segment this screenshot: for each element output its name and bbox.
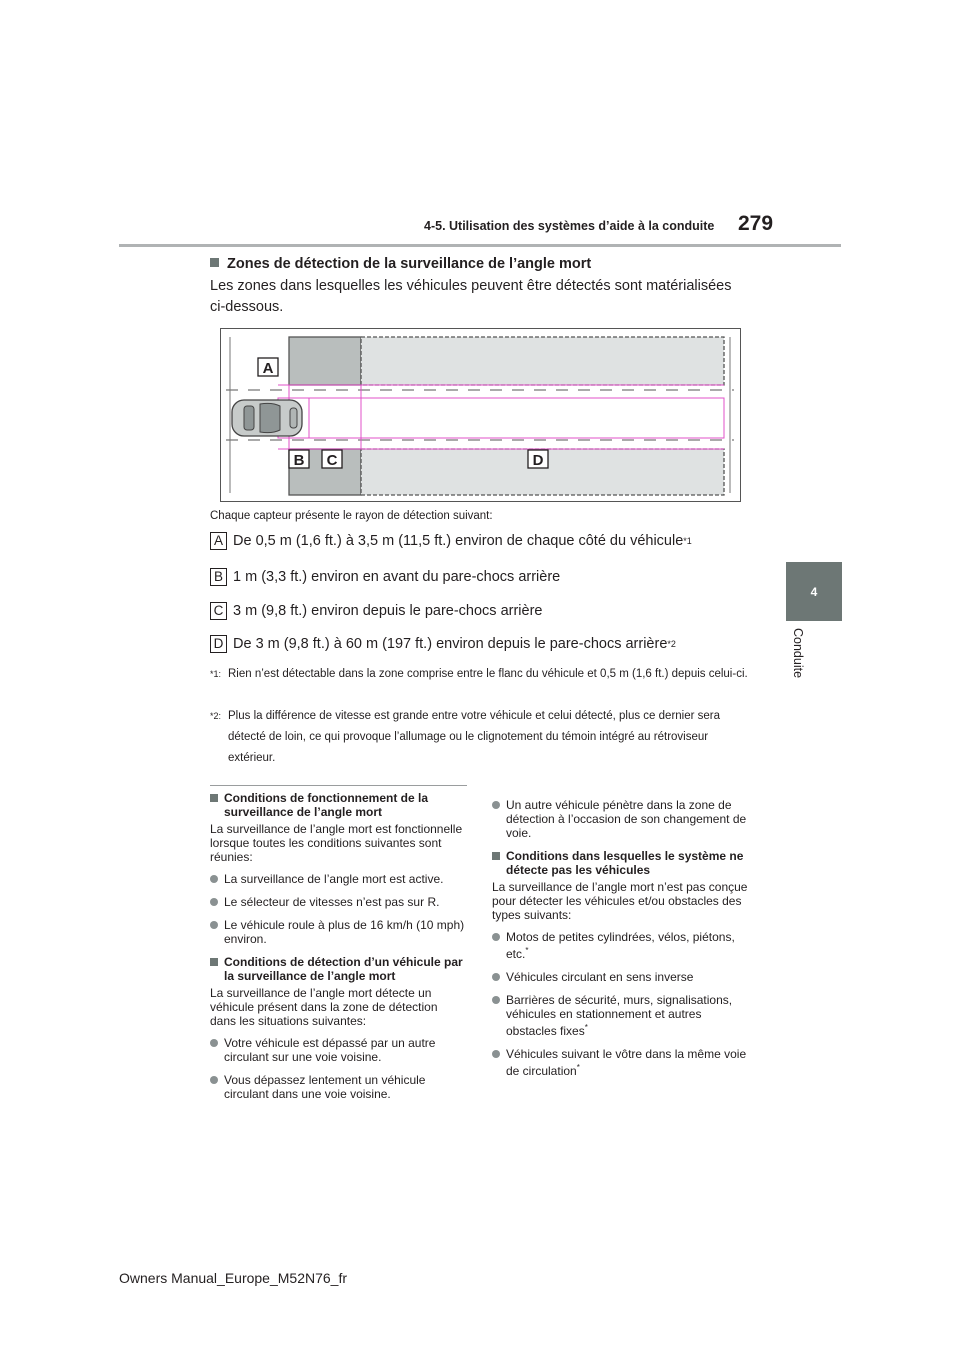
header-divider — [119, 244, 841, 247]
bullet-dot-icon — [492, 996, 500, 1004]
zone-text: De 0,5 m (1,6 ft.) à 3,5 m (11,5 ft.) environ de chaque côté du véhicule — [233, 533, 684, 549]
footnote-ref: *1 — [683, 536, 692, 546]
section-heading — [210, 256, 591, 272]
label-b: B — [293, 452, 305, 469]
chapter-number: 4 — [810, 584, 818, 599]
footnote-mark: *1: — [210, 669, 222, 679]
footer-text: Owners Manual_Europe_M52N76_fr — [119, 1270, 348, 1286]
label-c: C — [326, 452, 338, 469]
bullet-item: La surveillance de l’angle mort est active. — [210, 872, 466, 886]
detection-zone-diagram — [220, 328, 741, 502]
zone-item-c — [210, 602, 542, 620]
detection-paragraph: La surveillance de l’angle mort détecte un véhicule présent dans la zone de détection dans les situations suivantes: — [210, 986, 438, 1028]
bullet-dot-icon — [492, 933, 500, 941]
bullet-item: Barrières de sécurité, murs, signalisations, véhicules en stationnement et autres obstacles fixes* — [492, 993, 748, 1038]
conditions-heading: Conditions de fonctionnement de la surveillance de l’angle mort — [210, 791, 466, 819]
bullet-dot-icon — [210, 921, 218, 929]
zone-letter: C — [210, 602, 227, 620]
zone-text: 3 m (9,8 ft.) environ depuis le pare-chocs arrière — [233, 603, 543, 619]
bullet-dot-icon — [210, 1039, 218, 1047]
footnote-ref: *2 — [667, 639, 676, 649]
bullet-item: Un autre véhicule pénètre dans la zone de détection à l’occasion de son changement de voie. — [492, 798, 748, 840]
bullet-item: Motos de petites cylindrées, vélos, piétons, etc.* — [492, 930, 748, 961]
chapter-tab — [786, 562, 842, 621]
footnote-text: Plus la différence de vitesse est grande entre votre véhicule et celui détecté, plus ce dernier sera détecté de loin, ce qui provoque l’allumage ou le clignotement du témoin intégré au rétroviseur extérieur. — [228, 710, 721, 764]
diagram-caption: Chaque capteur présente le rayon de détection suivant: — [210, 510, 493, 522]
footnote-1 — [210, 664, 748, 685]
intro-text: Les zones dans lesquelles les véhicules peuvent être détectés sont matérialisées ci-dessous. — [210, 278, 732, 315]
zone-letter: D — [210, 635, 227, 653]
zone-d-top — [361, 337, 724, 385]
left-column — [210, 791, 466, 1110]
page-number: 279 — [738, 212, 774, 235]
square-bullet-icon — [210, 958, 218, 966]
square-bullet-icon — [492, 852, 500, 860]
bullet-dot-icon — [492, 801, 500, 809]
bullet-dot-icon — [492, 973, 500, 981]
bullet-item: Votre véhicule est dépassé par un autre circulant sur une voie voisine. — [210, 1036, 466, 1064]
bullet-dot-icon — [210, 875, 218, 883]
bullet-dot-icon — [492, 1050, 500, 1058]
zone-text: 1 m (3,3 ft.) environ en avant du pare-chocs arrière — [233, 569, 561, 585]
square-bullet-icon — [210, 794, 218, 802]
zone-text: De 3 m (9,8 ft.) à 60 m (197 ft.) environ depuis le pare-chocs arrière — [233, 636, 668, 652]
zone-item-d — [210, 635, 676, 653]
detection-heading: Conditions de détection d’un véhicule par la surveillance de l’angle mort — [210, 955, 466, 983]
zone-letter: A — [210, 532, 227, 550]
no-detection-heading: Conditions dans lesquelles le système ne détecte pas les véhicules — [492, 849, 748, 877]
label-d: D — [532, 452, 544, 469]
bullet-item: Le véhicule roule à plus de 16 km/h (10 mph) environ. — [210, 918, 466, 946]
bullet-item: Véhicules suivant le vôtre dans la même voie de circulation* — [492, 1047, 748, 1078]
right-column — [492, 798, 748, 1087]
vehicle-icon — [232, 400, 302, 436]
chapter-title: Conduite — [791, 628, 805, 679]
bullet-dot-icon — [210, 1076, 218, 1084]
section-title: 4-5. Utilisation des systèmes d’aide à la conduite — [424, 219, 715, 233]
label-a: A — [262, 360, 274, 377]
no-detection-paragraph: La surveillance de l’angle mort n’est pas conçue pour détecter les véhicules et/ou obstacles des types suivants: — [492, 880, 748, 922]
square-bullet-icon — [210, 258, 219, 267]
footnote-mark: *2: — [210, 711, 222, 721]
bullet-item: Vous dépassez lentement un véhicule circulant dans une voie voisine. — [210, 1073, 466, 1101]
column-divider — [210, 785, 467, 786]
bullet-dot-icon — [210, 898, 218, 906]
footnote-2 — [210, 706, 748, 769]
heading-text: Zones de détection de la surveillance de l’angle mort — [227, 256, 592, 272]
zone-item-b — [210, 568, 560, 586]
footnote-text: Rien n’est détectable dans la zone comprise entre le flanc du véhicule et 0,5 m (1,6 ft.) depuis celui-ci. — [228, 668, 748, 680]
zone-item-a — [210, 532, 692, 550]
zone-a-top — [289, 337, 361, 385]
zone-letter: B — [210, 568, 227, 586]
bullet-item: Véhicules circulant en sens inverse — [492, 970, 748, 984]
bullet-item: Le sélecteur de vitesses n’est pas sur R. — [210, 895, 466, 909]
conditions-paragraph: La surveillance de l’angle mort est fonctionnelle lorsque toutes les conditions suivantes sont réunies: — [210, 822, 463, 864]
